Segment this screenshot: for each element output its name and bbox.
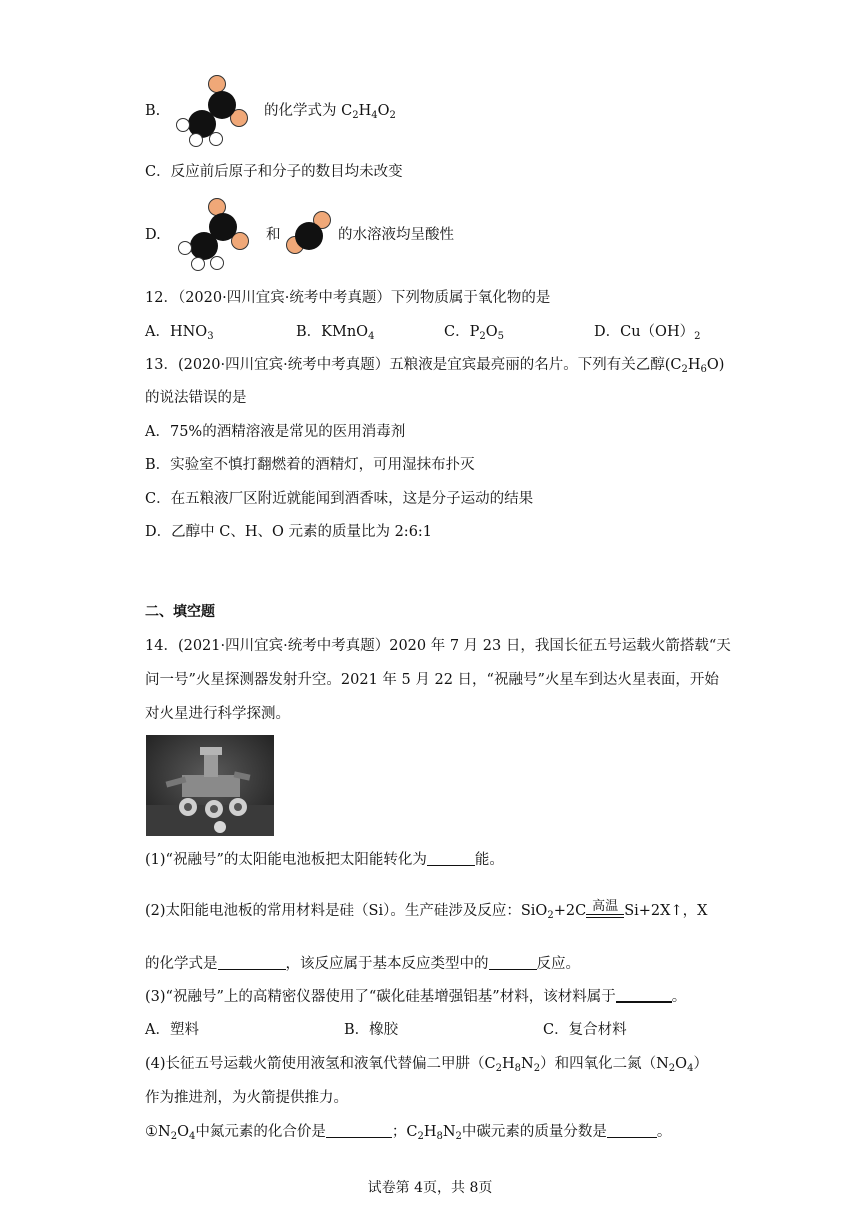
q14-part2: (2)太阳能电池板的常用材料是硅（Si）。生产硅涉及反应：SiO$_2$+2C 高温 Si+2X↑，X	[145, 901, 707, 926]
q14-part3-option-b: B．橡胶	[344, 1022, 399, 1038]
carbon-atom	[295, 222, 323, 250]
q14-stem-line2: 问一号”火星探测器发射升空。2021 年 5 月 22 日，“祝融号”火星车到达火星表面，开始	[145, 672, 719, 688]
q12-option-d: D．$Cu(OH)_2$	[594, 324, 701, 342]
carbon-atom	[190, 232, 218, 260]
q11-option-c: C．反应前后原子和分子的数目均未改变	[145, 164, 403, 180]
q14-part4-line1: (4)长征五号运载火箭使用液氢和液氧代替偏二甲肼$(C_2H_8N_2)$和四氧化二氮$(N_2O_4)$	[145, 1056, 708, 1074]
q14-stem-line1: 14．(2021·四川宜宾·统考中考真题）2020 年 7 月 23 日，我国长征五号运载火箭搭载“天	[145, 638, 731, 654]
q14-stem-line3: 对火星进行科学探测。	[145, 706, 290, 722]
q11-option-b	[145, 101, 160, 121]
q11-option-d: D.	[145, 227, 161, 243]
answer-blank[interactable]	[489, 955, 537, 970]
hydrogen-atom	[211, 257, 224, 270]
zhurong-rover-photo	[146, 735, 274, 836]
page-footer: 试卷第 4页，共 8页	[367, 1180, 493, 1196]
q13-option-b: B．实验室不慎打翻燃着的酒精灯，可用湿抹布扑灭	[145, 457, 475, 473]
hydrogen-atom	[210, 133, 223, 146]
q14-part1: (1)“祝融号”的太阳能电池板把太阳能转化为 能。	[145, 852, 504, 868]
q12-option-c: C．$P_2O_5$	[444, 324, 504, 342]
q12-option-a: A．$HNO_3$	[145, 324, 214, 342]
q12-option-b: B．KMnO$_4$	[296, 324, 375, 342]
answer-blank[interactable]	[427, 851, 475, 866]
q12-stem: 12．（2020·四川宜宾·统考中考真题）下列物质属于氧化物的是	[145, 290, 551, 306]
oxygen-atom	[209, 76, 226, 93]
q11-option-b-text: 的化学式为 $C_2H_4O_2$	[264, 103, 396, 121]
q13-option-d: D．乙醇中 C、H、O 元素的质量比为 2:6:1	[145, 524, 433, 540]
option-letter: B.	[145, 103, 161, 119]
q14-part3-option-c: C．复合材料	[543, 1022, 627, 1038]
q13-stem-line1: 13．(2020·四川宜宾·统考中考真题）五粮液是宜宾最亮丽的名片。下列有关乙醇$(C_2H_6O)$	[145, 357, 725, 375]
reaction-condition: 高温	[586, 914, 624, 926]
acetic-acid-molecule-model	[174, 72, 264, 150]
q14-part2-line2: 的化学式是 ，该反应属于基本反应类型中的 反应。	[145, 956, 580, 972]
acetic-acid-molecule-model-2	[174, 197, 264, 275]
carbon-dioxide-molecule-model	[282, 209, 337, 259]
q14-part4-line2: 作为推进剂，为火箭提供推力。	[145, 1090, 348, 1106]
q13-stem-line2: 的说法错误的是	[145, 390, 247, 406]
q11-option-d-and: 和	[266, 227, 281, 243]
answer-blank[interactable]	[326, 1123, 392, 1138]
answer-blank[interactable]	[607, 1123, 657, 1138]
q11-option-d-text: 的水溶液均呈酸性	[338, 227, 454, 243]
q14-part3: (3)“祝融号”上的高精密仪器使用了“碳化硅基增强铝基”材料，该材料属于 。	[145, 989, 687, 1005]
q13-option-a: A．75%的酒精溶液是常见的医用消毒剂	[145, 424, 406, 440]
rover-image	[146, 735, 274, 836]
answer-blank[interactable]	[218, 955, 286, 970]
hydrogen-atom	[192, 258, 205, 271]
hydrogen-atom	[190, 134, 203, 147]
oxygen-atom	[209, 199, 226, 216]
hydrogen-atom	[179, 242, 192, 255]
q13-option-c: C．在五粮液厂区附近就能闻到酒香味，这是分子运动的结果	[145, 491, 534, 507]
answer-blank[interactable]	[616, 987, 672, 1003]
hydrogen-atom	[177, 119, 190, 132]
q14-part3-option-a: A．塑料	[145, 1022, 199, 1038]
q14-part4-question: $①N_2O_4$中氮元素的化合价是 ；$C_2H_8N_2$中碳元素的质量分数是 。	[145, 1124, 672, 1142]
section-title: 二、填空题	[145, 604, 215, 620]
